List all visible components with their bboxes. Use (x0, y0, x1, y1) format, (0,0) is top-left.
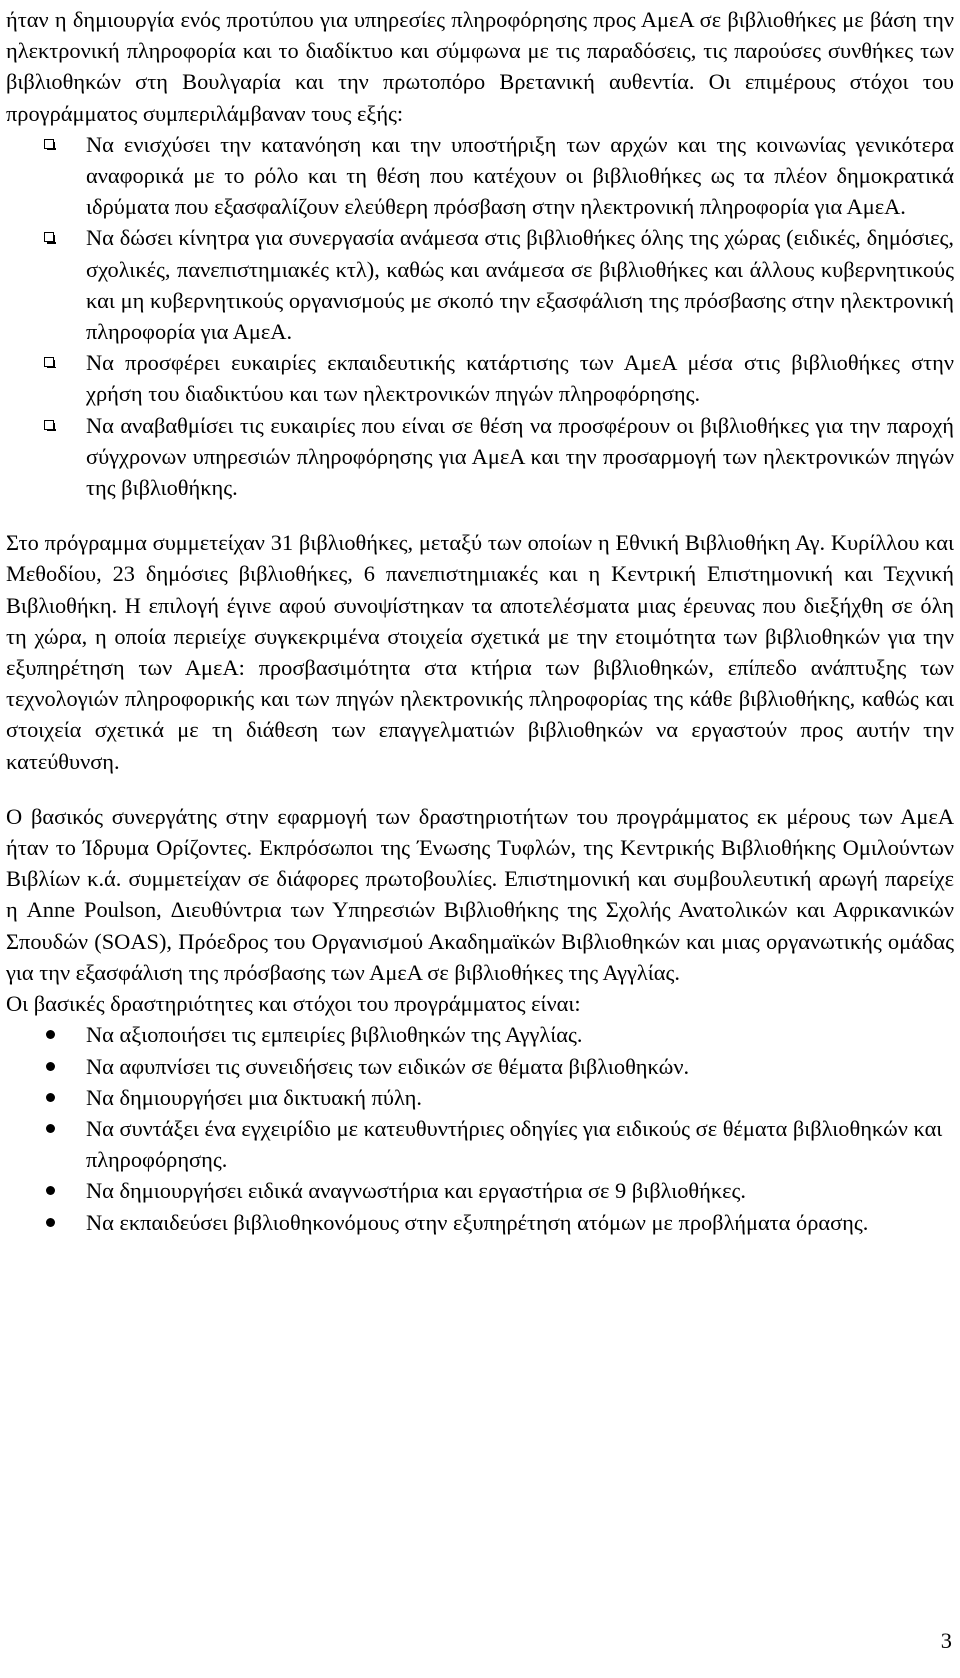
bullet-dot-icon (46, 1124, 55, 1133)
activity-text: Να εκπαιδεύσει βιβλιοθηκονόμους στην εξυπηρέτηση ατόμων με προβλήματα όρασης. (86, 1209, 869, 1235)
page-number: 3 (940, 1628, 952, 1653)
objectives-list (6, 129, 954, 503)
checkbox-bullet-icon (44, 420, 54, 430)
objective-item (6, 410, 954, 504)
document-page (6, 4, 954, 1238)
activity-text: Να συντάξει ένα εγχειρίδιο με κατευθυντήριες οδηγίες για ειδικούς σε θέματα βιβλιοθηκών και πληροφόρησης. (86, 1115, 943, 1173)
activities-list (6, 1019, 954, 1237)
activity-item (6, 1207, 954, 1238)
checkbox-bullet-icon (44, 357, 54, 367)
partners-paragraph: Ο βασικός συνεργάτης στην εφαρμογή των δραστηριοτήτων του προγράμματος εκ μέρους των ΑμεΑ ήταν το Ίδρυμα Ορίζοντες. Εκπρόσωποι της Ένωσης Τυφλών, της Κεντρικής Βιβλιοθήκης Ομιλούντων Βιβλίων κ.ά. συμμετείχαν σε διάφορες πρωτοβουλίες. Επιστημονική και συμβουλευτική αρωγή παρείχε η Anne Poulson, Διευθύντρια των Υπηρεσιών Βιβλιοθήκης της Σχολής Ανατολικών και Αφρικανικών Σπουδών (SOAS), Πρόεδρος του Οργανισμού Ακαδημαϊκών Βιβλιοθηκών και μιας οργανωτικής ομάδας για την εξασφάλιση της πρόσβασης των ΑμεΑ σε βιβλιοθήκες της Αγγλίας. (6, 803, 954, 985)
bullet-dot-icon (46, 1218, 55, 1227)
objective-item (6, 222, 954, 347)
bullet-dot-icon (46, 1030, 55, 1039)
objective-item (6, 347, 954, 409)
activity-item (6, 1082, 954, 1113)
objective-text: Να ενισχύσει την κατανόηση και την υποστήριξη των αρχών και της κοινωνίας γενικότερα αναφορικά με το ρόλο και τη θέση που κατέχουν οι βιβλιοθήκες ως τα πλέον δημοκρατικά ιδρύματα που εξασφαλίζουν ελεύθερη πρόσβαση στην ηλεκτρονική πληροφορία για ΑμεΑ. (86, 131, 954, 220)
bullet-dot-icon (46, 1093, 55, 1102)
activity-text: Να δημιουργήσει μια δικτυακή πύλη. (86, 1084, 422, 1110)
objective-text: Να προσφέρει ευκαιρίες εκπαιδευτικής κατάρτισης των ΑμεΑ μέσα στις βιβλιοθήκες στην χρήση του διαδικτύου και των ηλεκτρονικών πηγών πληροφόρησης. (86, 350, 954, 407)
checkbox-bullet-icon (44, 232, 54, 242)
objective-item (6, 129, 954, 223)
paragraph-spacer (6, 503, 954, 527)
activities-heading: Οι βασικές δραστηριότητες και στόχοι του προγράμματος είναι: (6, 991, 581, 1017)
objective-text: Να αναβαθμίσει τις ευκαιρίες που είναι σε θέση να προσφέρουν οι βιβλιοθήκες για την παροχή σύγχρονων υπηρεσιών πληροφόρησης για ΑμεΑ και την προσαρμογή των ηλεκτρονικών πηγών της βιβλιοθήκης. (86, 412, 954, 501)
objective-text: Να δώσει κίνητρα για συνεργασία ανάμεσα στις βιβλιοθήκες όλης της χώρας (ειδικές, δημόσιες, σχολικές, πανεπιστημιακές κτλ), καθώς και ανάμεσα σε βιβλιοθήκες και άλλους κυβερνητικούς και μη κυβερνητικούς οργανισμούς με σκοπό την εξασφάλιση της πρόσβασης στην ηλεκτρονική πληροφορία για ΑμεΑ. (86, 225, 954, 345)
activity-item (6, 1019, 954, 1050)
activity-text: Να δημιουργήσει ειδικά αναγνωστήρια και εργαστήρια σε 9 βιβλιοθήκες. (86, 1178, 746, 1204)
activity-item (6, 1051, 954, 1082)
bullet-dot-icon (46, 1186, 55, 1195)
participants-paragraph: Στο πρόγραμμα συμμετείχαν 31 βιβλιοθήκες, μεταξύ των οποίων η Εθνική Βιβλιοθήκη Αγ. Κυρίλλου και Μεθοδίου, 23 δημόσιες βιβλιοθήκες, 6 πανεπιστημιακές και η Κεντρική Επιστημονική και Τεχνική Βιβλιοθήκη. Η επιλογή έγινε αφού συνοψίστηκαν τα αποτελέσματα μιας έρευνας που διεξήχθη σε όλη τη χώρα, η οποία περιείχε συγκεκριμένα στοιχεία σχετικά με την ετοιμότητα των βιβλιοθηκών για την εξυπηρέτηση των ΑμεΑ: προσβασιμότητα στα κτήρια των βιβλιοθηκών, επίπεδο ανάπτυξης των τεχνολογιών πληροφορικής και των πηγών ηλεκτρονικής πληροφορίας της κάθε βιβλιοθήκης, καθώς και στοιχεία σχετικά με τη διάθεση των επαγγελματιών βιβλιοθηκών να εργαστούν προς αυτήν την κατεύθυνση. (6, 530, 954, 774)
checkbox-bullet-icon (44, 139, 54, 149)
intro-paragraph: ήταν η δημιουργία ενός προτύπου για υπηρεσίες πληροφόρησης προς ΑμεΑ σε βιβλιοθήκες με βάση την ηλεκτρονική πληροφορία και το διαδίκτυο και σύμφωνα με τις παραδόσεις, τις παρούσες συνθήκες των βιβλιοθηκών στη Βουλγαρία και την πρωτοπόρο Βρετανική αυθεντία. Οι επιμέρους στόχοι του προγράμματος συμπεριλάμβαναν τους εξής: (6, 7, 954, 126)
bullet-dot-icon (46, 1062, 55, 1071)
activity-item (6, 1175, 954, 1206)
activity-text: Να αφυπνίσει τις συνειδήσεις των ειδικών σε θέματα βιβλιοθηκών. (86, 1053, 690, 1079)
activity-text: Να αξιοποιήσει τις εμπειρίες βιβλιοθηκών της Αγγλίας. (86, 1022, 583, 1048)
activity-item (6, 1113, 954, 1175)
paragraph-spacer (6, 777, 954, 801)
